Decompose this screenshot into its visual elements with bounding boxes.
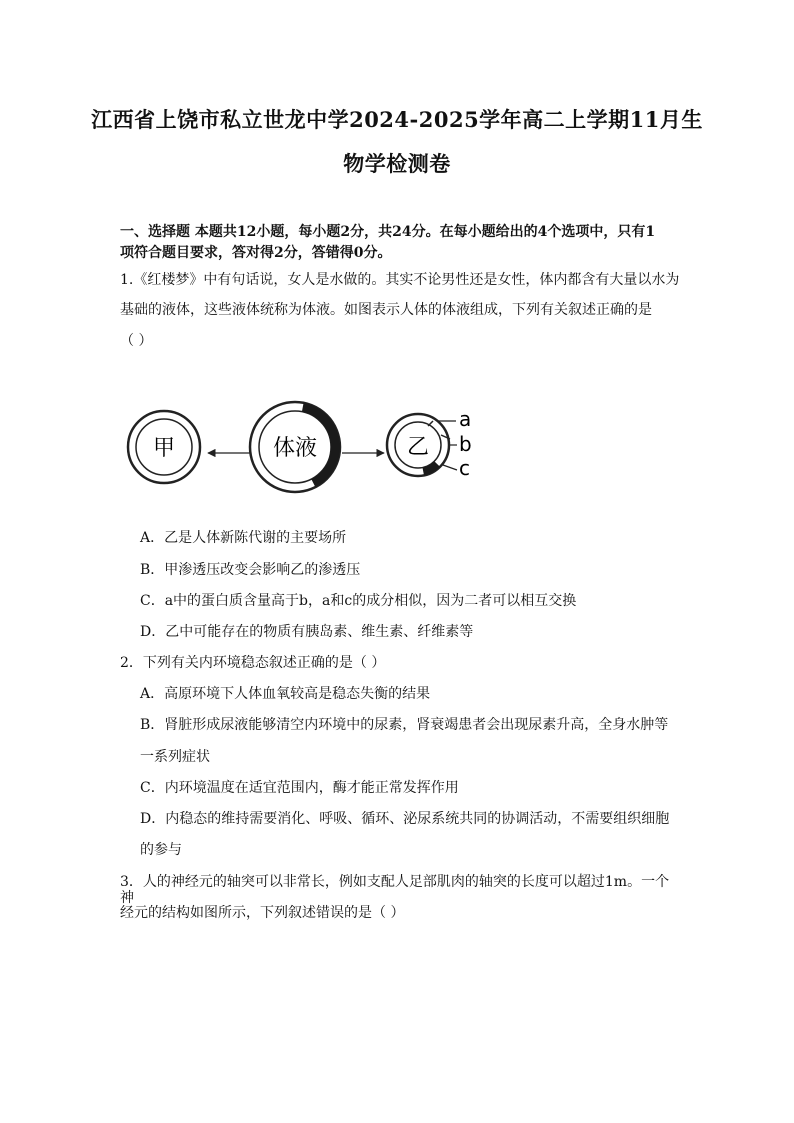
question-2-option-b-line2: 一系列症状 [140, 749, 210, 765]
question-2-option-d-line2: 的参与 [140, 842, 182, 858]
question-1-stem-line1: 1.《红楼梦》中有句话说，女人是水做的。其实不论男性还是女性，体内都含有大量以水为 [120, 272, 680, 288]
document-title-line2: 物学检测卷 [343, 151, 451, 176]
body-fluid-diagram [120, 395, 480, 505]
label-yi: 乙 [406, 435, 430, 460]
question-2-option-b-line1: B．肾脏形成尿液能够清空内环境中的尿素，肾衰竭患者会出现尿素升高，全身水肿等 [140, 717, 669, 733]
circle-yi [387, 414, 450, 476]
question-2-option-c: C．内环境温度在适宜范围内，酶才能正常发挥作用 [140, 780, 459, 796]
question-2-stem: 2．下列有关内环境稳态叙述正确的是（ ） [120, 655, 386, 671]
question-2-option-a: A．高原环境下人体血氧较高是稳态失衡的结果 [140, 686, 431, 702]
question-1-stem-line2: 基础的液体，这些液体统称为体液。如图表示人体的体液组成，下列有关叙述正确的是 [120, 302, 652, 318]
document-title-line1: 江西省上饶市私立世龙中学2024-2025学年高二上学期11月生 [91, 107, 703, 132]
label-c: c [459, 456, 470, 480]
label-a: a [459, 407, 472, 431]
circle-body-fluid [250, 402, 340, 492]
label-jia: 甲 [152, 436, 176, 461]
question-1-option-b: B．甲渗透压改变会影响乙的渗透压 [140, 562, 361, 578]
section-instructions-line1: 一、选择题 本题共12小题，每小题2分，共24分。在每小题给出的4个选项中，只有1 [120, 224, 656, 240]
question-1-stem-line3: （ ） [120, 333, 153, 349]
question-3-stem-line1: 3．人的神经元的轴突可以非常长，例如支配人足部肌肉的轴突的长度可以超过1m。一个神 [120, 874, 670, 906]
circle-jia [128, 411, 200, 483]
label-b: b [459, 432, 472, 456]
question-1-option-a: A．乙是人体新陈代谢的主要场所 [140, 530, 347, 546]
question-1-option-c: C．a中的蛋白质含量高于b，a和c的成分相似，因为二者可以相互交换 [140, 593, 577, 609]
label-body-fluid: 体液 [272, 436, 318, 461]
section-instructions-line2: 项符合题目要求，答对得2分，答错得0分。 [120, 245, 392, 261]
question-3-stem-line2: 经元的结构如图所示，下列叙述错误的是（ ） [120, 905, 405, 921]
question-1-option-d: D．乙中可能存在的物质有胰岛素、维生素、纤维素等 [140, 624, 474, 640]
question-2-option-d-line1: D．内稳态的维持需要消化、呼吸、循环、泌尿系统共同的协调活动，不需要组织细胞 [140, 811, 670, 827]
